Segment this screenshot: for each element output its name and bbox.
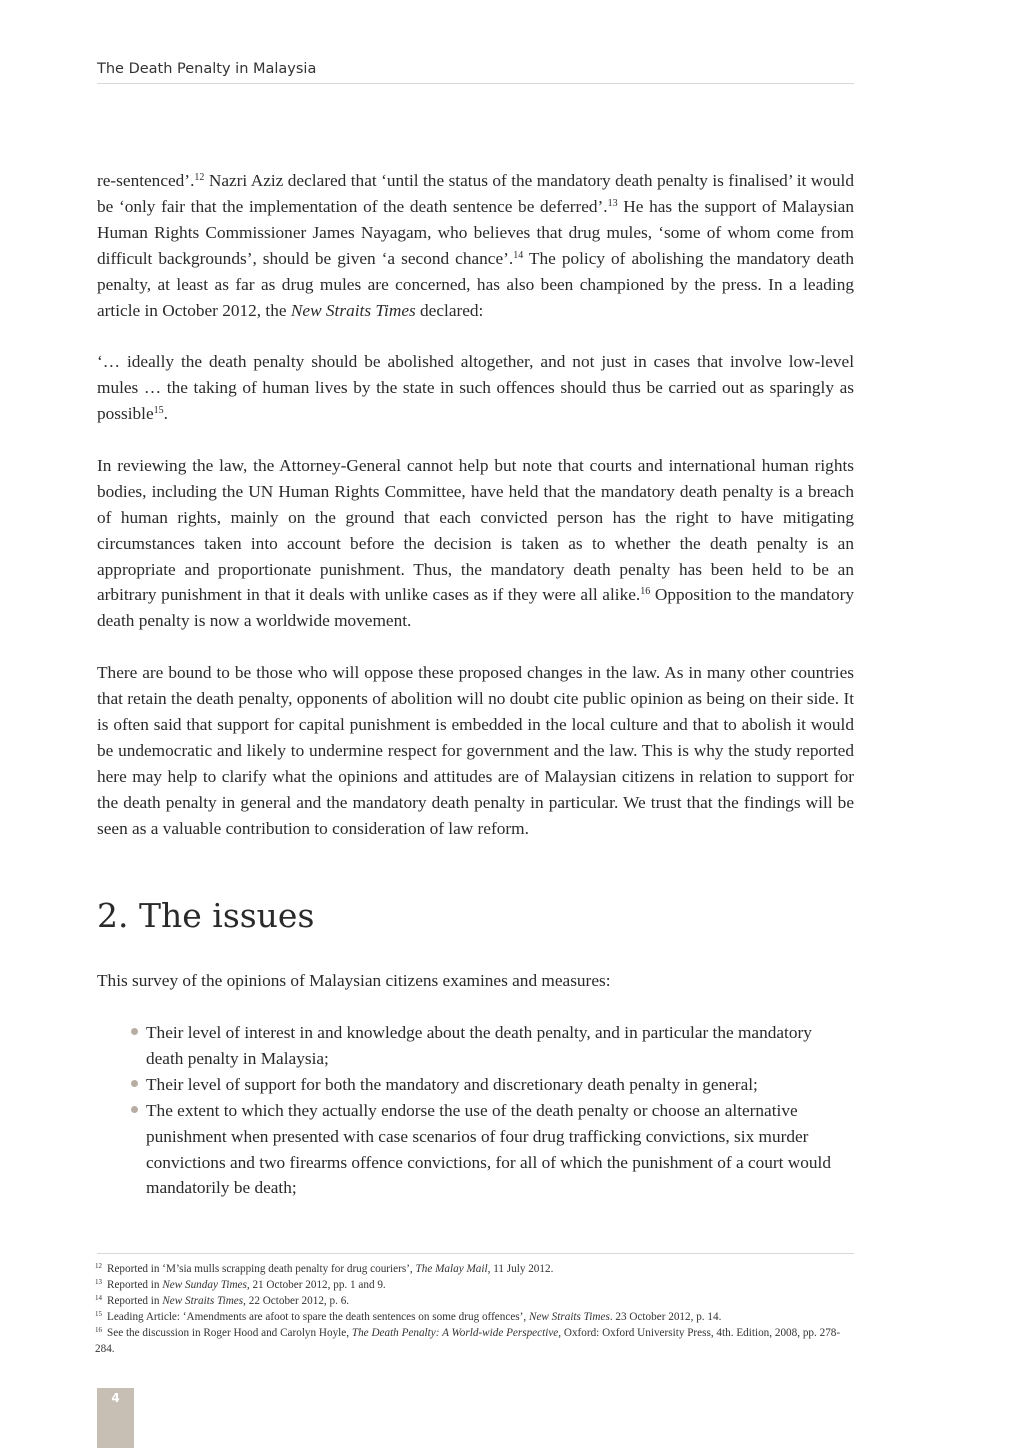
footnote-number: 13: [95, 1278, 102, 1286]
paragraph-3: [97, 453, 854, 634]
list-item-text: Their level of interest in and knowledge about the death penalty, and in particular the mandatory death penalty in Malaysia;: [146, 1023, 812, 1068]
list-item-text: The extent to which they actually endorse the use of the death penalty or choose an alternative punishment when presented with case scenarios of four drug trafficking convictions, six murder convictions and two firearms offence convictions, for all of which the punishment of a court would mandatorily be death;: [146, 1100, 831, 1198]
footnote-text: Reported in: [107, 1279, 163, 1291]
p1-text-d: The policy of abolishing the mandatory death penalty, at least as far as drug mules are concerned, has also been championed by the press. In a leading article in October 2012, the: [97, 248, 854, 320]
footnote-publication: The Death Penalty: A World-wide Perspective,: [351, 1327, 562, 1339]
footnotes: [97, 1253, 854, 1357]
quote-text-a: ‘… ideally the death penalty should be abolished altogether, and not just in cases that involve low-level mules … the taking of human lives by the state in such offences should thus be carried out as sparingly as possible: [97, 352, 854, 424]
p1-publication-title: New Straits Times: [290, 300, 416, 320]
paragraph-4: There are bound to be those who will oppose these proposed changes in the law. As in many other countries that retain the death penalty, opponents of abolition will no doubt cite public opinion as being on their side. It is often said that support for capital punishment is embedded in the local culture and that to abolish it would be undemocratic and likely to undermine respect for government and the law. This is why the study reported here may help to clarify what the opinions and attitudes are of Malaysian citizens in relation to support for the death penalty in general and the mandatory death penalty in particular. We trust that the findings will be seen as a valuable contribution to consideration of law reform.: [97, 663, 854, 838]
running-header-title: The Death Penalty in Malaysia: [97, 61, 317, 77]
list-item: [131, 1098, 851, 1202]
p1-text-a: re-sentenced’.: [97, 171, 195, 190]
page-number: 4: [111, 1391, 120, 1405]
page-number-tab: [97, 1388, 134, 1448]
running-header: [97, 61, 854, 84]
footnote-number: 16: [95, 1326, 102, 1334]
footnote-number: 15: [95, 1310, 102, 1318]
footnote-15: [95, 1309, 854, 1325]
list-item-text: Their level of support for both the mandatory and discretionary death penalty in general;: [146, 1074, 758, 1094]
footnote-number: 12: [95, 1262, 102, 1270]
quote-paragraph: [97, 349, 854, 427]
bullet-icon: [131, 1106, 138, 1113]
bullet-icon: [131, 1028, 138, 1035]
issues-list: [131, 1020, 851, 1201]
p3-text-a: In reviewing the law, the Attorney-General cannot help but note that courts and international human rights bodies, including the UN Human Rights Committee, have held that the mandatory death penalty is a breach of human rights, mainly on the ground that each convicted person has the right to have mitigating circumstances taken into account before the decision is taken as to whether the death penalty is an appropriate and proportionate punishment. Thus, the mandatory death penalty has been held to be an arbitrary punishment in that it deals with unlike cases as if they were all alike.: [97, 455, 854, 605]
footnote-text: 21 October 2012, pp. 1 and 9.: [249, 1279, 386, 1291]
footnote-ref-16[interactable]: 16: [640, 586, 651, 598]
footnote-text: Reported in: [107, 1295, 163, 1307]
footnote-ref-12[interactable]: 12: [194, 172, 205, 183]
section-intro: This survey of the opinions of Malaysian citizens examines and measures:: [97, 971, 611, 990]
quote-text-b: .: [163, 404, 168, 424]
body-text: [97, 168, 854, 842]
p1-text-c: He has the support of Malaysian Human Rights Commissioner James Nayagam, who believes that drug mules, ‘some of whom come from difficult backgrounds’, should be given ‘a second chance’.: [97, 196, 854, 268]
footnote-number: 14: [95, 1294, 102, 1302]
paragraph-1: [97, 168, 854, 323]
footnote-text: Leading Article: ‘Amendments are afoot to spare the death sentences on some drug offences’,: [107, 1311, 529, 1323]
footnote-13: [95, 1277, 854, 1293]
list-item: [131, 1020, 851, 1072]
footnote-ref-13[interactable]: 13: [607, 197, 618, 209]
footnote-text: Reported in ‘M’sia mulls scrapping death penalty for drug couriers’,: [107, 1263, 416, 1275]
footnote-ref-14[interactable]: 14: [513, 249, 524, 261]
footnote-12: [95, 1261, 854, 1277]
footnote-publication: The Malay Mail,: [415, 1263, 491, 1275]
footnote-publication: New Straits Times: [528, 1311, 610, 1323]
footnote-text: 22 October 2012, p. 6.: [245, 1295, 350, 1307]
bullet-icon: [131, 1080, 138, 1087]
footnote-text: 11 July 2012.: [490, 1263, 554, 1275]
footnote-16: [95, 1325, 854, 1357]
footnote-text: See the discussion in Roger Hood and Carolyn Hoyle,: [107, 1327, 352, 1339]
list-item: [131, 1072, 851, 1098]
footnote-ref-15[interactable]: 15: [153, 405, 164, 417]
p3-text-b: Opposition to the mandatory death penalty is now a worldwide movement.: [97, 585, 854, 631]
footnote-publication: New Sunday Times,: [162, 1279, 250, 1291]
footnote-publication: New Straits Times,: [162, 1295, 246, 1307]
section-heading: 2. The issues: [97, 896, 315, 935]
footnote-text: . 23 October 2012, p. 14.: [609, 1311, 722, 1323]
footnote-text: Oxford: Oxford University Press, 4th. Edition, 2008, pp. 278-284.: [95, 1327, 841, 1355]
p1-text-b: Nazri Aziz declared that ‘until the status of the mandatory death penalty is finalised’ it would be ‘only fair that the implementation of the death sentence be deferred’.: [97, 171, 854, 216]
p1-text-e: declared:: [415, 300, 484, 320]
footnote-14: [95, 1293, 854, 1309]
